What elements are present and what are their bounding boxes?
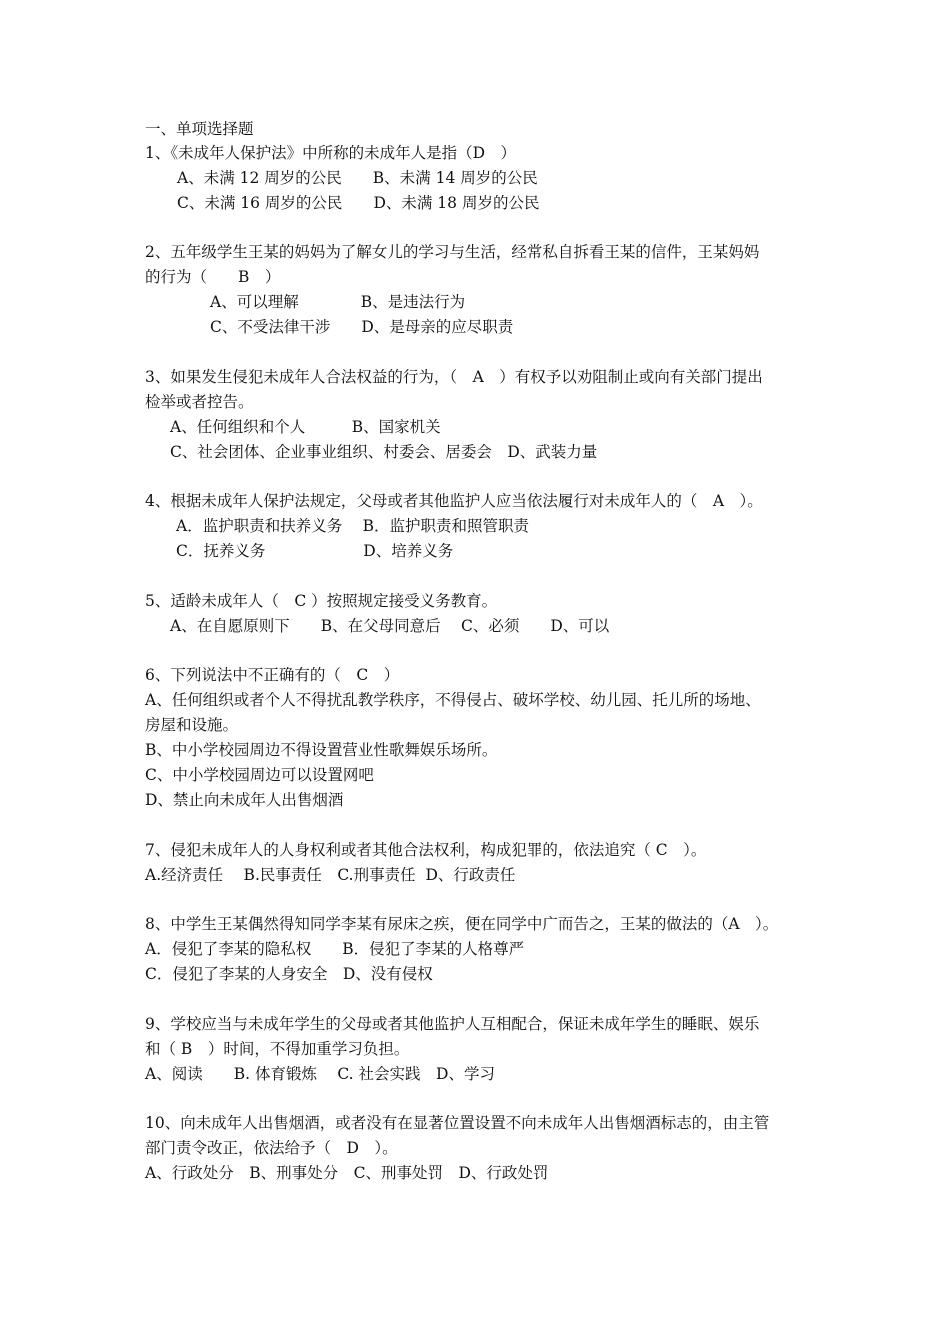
question-2-option-line-2: C、不受法律干涉 D、是母亲的应尽职责 (210, 318, 514, 336)
question-1-option-line-1: A、未满 12 周岁的公民 B、未满 14 周岁的公民 (177, 169, 538, 187)
question-8-option-line-2: C．侵犯了李某的人身安全 D、没有侵权 (145, 965, 433, 983)
question-8-option-line-1: A．侵犯了李某的隐私权 B．侵犯了李某的人格尊严 (145, 940, 525, 958)
question-8-stem: 8、中学生王某偶然得知同学李某有尿床之疾，便在同学中广而告之，王某的做法的（A ）。 (145, 915, 779, 933)
question-6-stem: 6、下列说法中不正确有的（ C ） (145, 666, 400, 684)
question-3-stem-line-2: 检举或者控告。 (145, 393, 254, 411)
question-9-stem-line-1: 9、学校应当与未成年学生的父母或者其他监护人互相配合，保证未成年学生的睡眠、娱乐 (145, 1015, 760, 1033)
question-4-option-line-2: C．抚养义务 D、培养义务 (176, 542, 454, 560)
question-7-option-line-1: A.经济责任 B.民事责任 C.刑事责任 D、行政责任 (145, 866, 516, 884)
question-6-option-line-4: C、中小学校园周边可以设置网吧 (145, 766, 374, 784)
question-2-stem-line-1: 2、五年级学生王某的妈妈为了解女儿的学习与生活，经常私自拆看王某的信件，王某妈妈 (145, 243, 760, 261)
question-10-stem-line-2: 部门责令改正，依法给予（ D ）。 (145, 1139, 398, 1157)
question-6-option-line-3: B、中小学校园周边不得设置营业性歌舞娱乐场所。 (145, 741, 498, 759)
section-title: 一、单项选择题 (145, 120, 254, 138)
question-4-stem: 4、根据未成年人保护法规定，父母或者其他监护人应当依法履行对未成年人的（ A ）。 (145, 492, 763, 510)
question-3-stem-line-1: 3、如果发生侵犯未成年人合法权益的行为，（ A ）有权予以劝阻制止或向有关部门提出 (145, 368, 763, 386)
question-10-stem-line-1: 10、向未成年人出售烟酒，或者没有在显著位置设置不向未成年人出售烟酒标志的，由主管 (145, 1114, 770, 1132)
question-5-option-line-1: A、在自愿原则下 B、在父母同意后 C、必须 D、可以 (170, 617, 610, 635)
question-4-option-line-1: A．监护职责和扶养义务 B．监护职责和照管职责 (176, 517, 530, 535)
question-6-option-line-2: 房屋和设施。 (145, 716, 239, 734)
question-1-option-line-2: C、未满 16 周岁的公民 D、未满 18 周岁的公民 (177, 194, 540, 212)
question-3-option-line-2: C、社会团体、企业事业组织、村委会、居委会 D、武装力量 (170, 443, 598, 461)
question-3-option-line-1: A、任何组织和个人 B、国家机关 (170, 418, 441, 436)
question-1-stem: 1、《未成年人保护法》中所称的未成年人是指（D ） (145, 144, 517, 162)
question-6-option-line-1: A、任何组织或者个人不得扰乱教学秩序，不得侵占、破坏学校、幼儿园、托儿所的场地、 (145, 691, 761, 709)
question-10-option-line-1: A、行政处分 B、刑事处分 C、刑事处罚 D、行政处罚 (145, 1164, 549, 1182)
question-2-stem-line-2: 的行为（ B ） (145, 268, 281, 286)
question-2-option-line-1: A、可以理解 B、是违法行为 (210, 293, 466, 311)
question-6-option-line-5: D、禁止向未成年人出售烟酒 (145, 791, 344, 809)
question-9-stem-line-2: 和（ B ）时间，不得加重学习负担。 (145, 1040, 410, 1058)
question-9-option-line-1: A、阅读 B. 体育锻炼 C. 社会实践 D、学习 (145, 1065, 495, 1083)
question-7-stem: 7、侵犯未成年人的人身权利或者其他合法权利，构成犯罪的，依法追究（ C ）。 (145, 841, 707, 859)
question-5-stem: 5、适龄未成年人（ C ）按照规定接受义务教育。 (145, 592, 498, 610)
